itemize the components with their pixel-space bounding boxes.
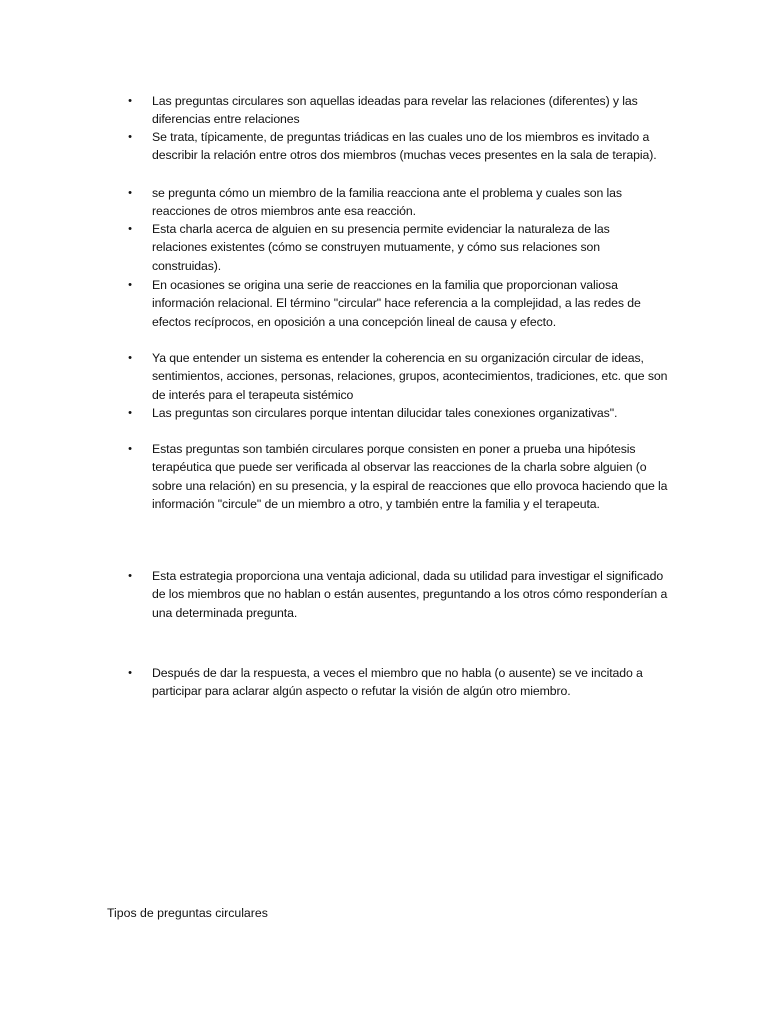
bullet-marker: • [128,443,132,455]
bullet-item-8 [124,440,668,513]
bullet-marker: • [128,131,132,143]
bullet-text-10: Después de dar la respuesta, a veces el miembro que no habla (o ausente) se ve incitado a participar para aclarar algún aspecto o refutar la visión de algún otro miembro. [152,666,643,699]
bullet-item-3 [124,184,668,221]
bullet-item-1 [124,92,668,129]
bullet-marker: • [128,223,132,235]
bullet-item-2 [124,128,668,165]
bullet-marker: • [128,279,132,291]
bullet-item-6 [124,349,668,404]
bullet-text-9: Esta estrategia proporciona una ventaja adicional, dada su utilidad para investigar el significado de los miembros que no hablan o están ausentes, preguntando a los otros cómo responderían a una determinada pregunta. [152,569,668,620]
bullet-text-3: se pregunta cómo un miembro de la familia reacciona ante el problema y cuales son las reacciones de otros miembros ante esa reacción. [152,186,622,219]
bullet-item-9 [124,567,668,622]
bullet-item-4 [124,220,668,275]
section-heading: Tipos de preguntas circulares [107,906,268,920]
bullet-marker: • [128,667,132,679]
bullet-text-5: En ocasiones se origina una serie de reacciones en la familia que proporcionan valiosa información relacional. El término "circular" hace referencia a la complejidad, a las redes de efectos recíprocos, en oposición a una concepción lineal de causa y efecto. [152,278,641,329]
bullet-marker: • [128,407,132,419]
bullet-text-1: Las preguntas circulares son aquellas ideadas para revelar las relaciones (diferentes) y las diferencias entre relaciones [152,94,638,127]
bullet-marker: • [128,352,132,364]
bullet-marker: • [128,187,132,199]
bullet-text-7: Las preguntas son circulares porque intentan dilucidar tales conexiones organizativas". [152,406,618,420]
bullet-text-4: Esta charla acerca de alguien en su presencia permite evidenciar la naturaleza de las relaciones existentes (cómo se construyen mutuamente, y cómo sus relaciones son construidas). [152,222,610,273]
bullet-marker: • [128,95,132,107]
bullet-text-8: Estas preguntas son también circulares porque consisten en poner a prueba una hipótesis terapéutica que puede ser verificada al observar las reacciones de la charla sobre alguien (o sobre una relación) en su presencia, y la espiral de reacciones que ello provoca haciendo que la información "circule" de un miembro a otro, y también entre la familia y el terapeuta. [152,442,668,511]
bullet-item-7 [124,404,668,422]
bullet-text-6: Ya que entender un sistema es entender la coherencia en su organización circular de ideas, sentimientos, acciones, personas, relaciones, grupos, acontecimientos, tradiciones, etc. que son de interés para el terapeuta sistémico [152,351,668,402]
bullet-item-5 [124,276,668,331]
bullet-text-2: Se trata, típicamente, de preguntas triádicas en las cuales uno de los miembros es invitado a describir la relación entre otros dos miembros (muchas veces presentes en la sala de terapia). [152,130,657,163]
bullet-marker: • [128,570,132,582]
bullet-item-10 [124,664,668,701]
